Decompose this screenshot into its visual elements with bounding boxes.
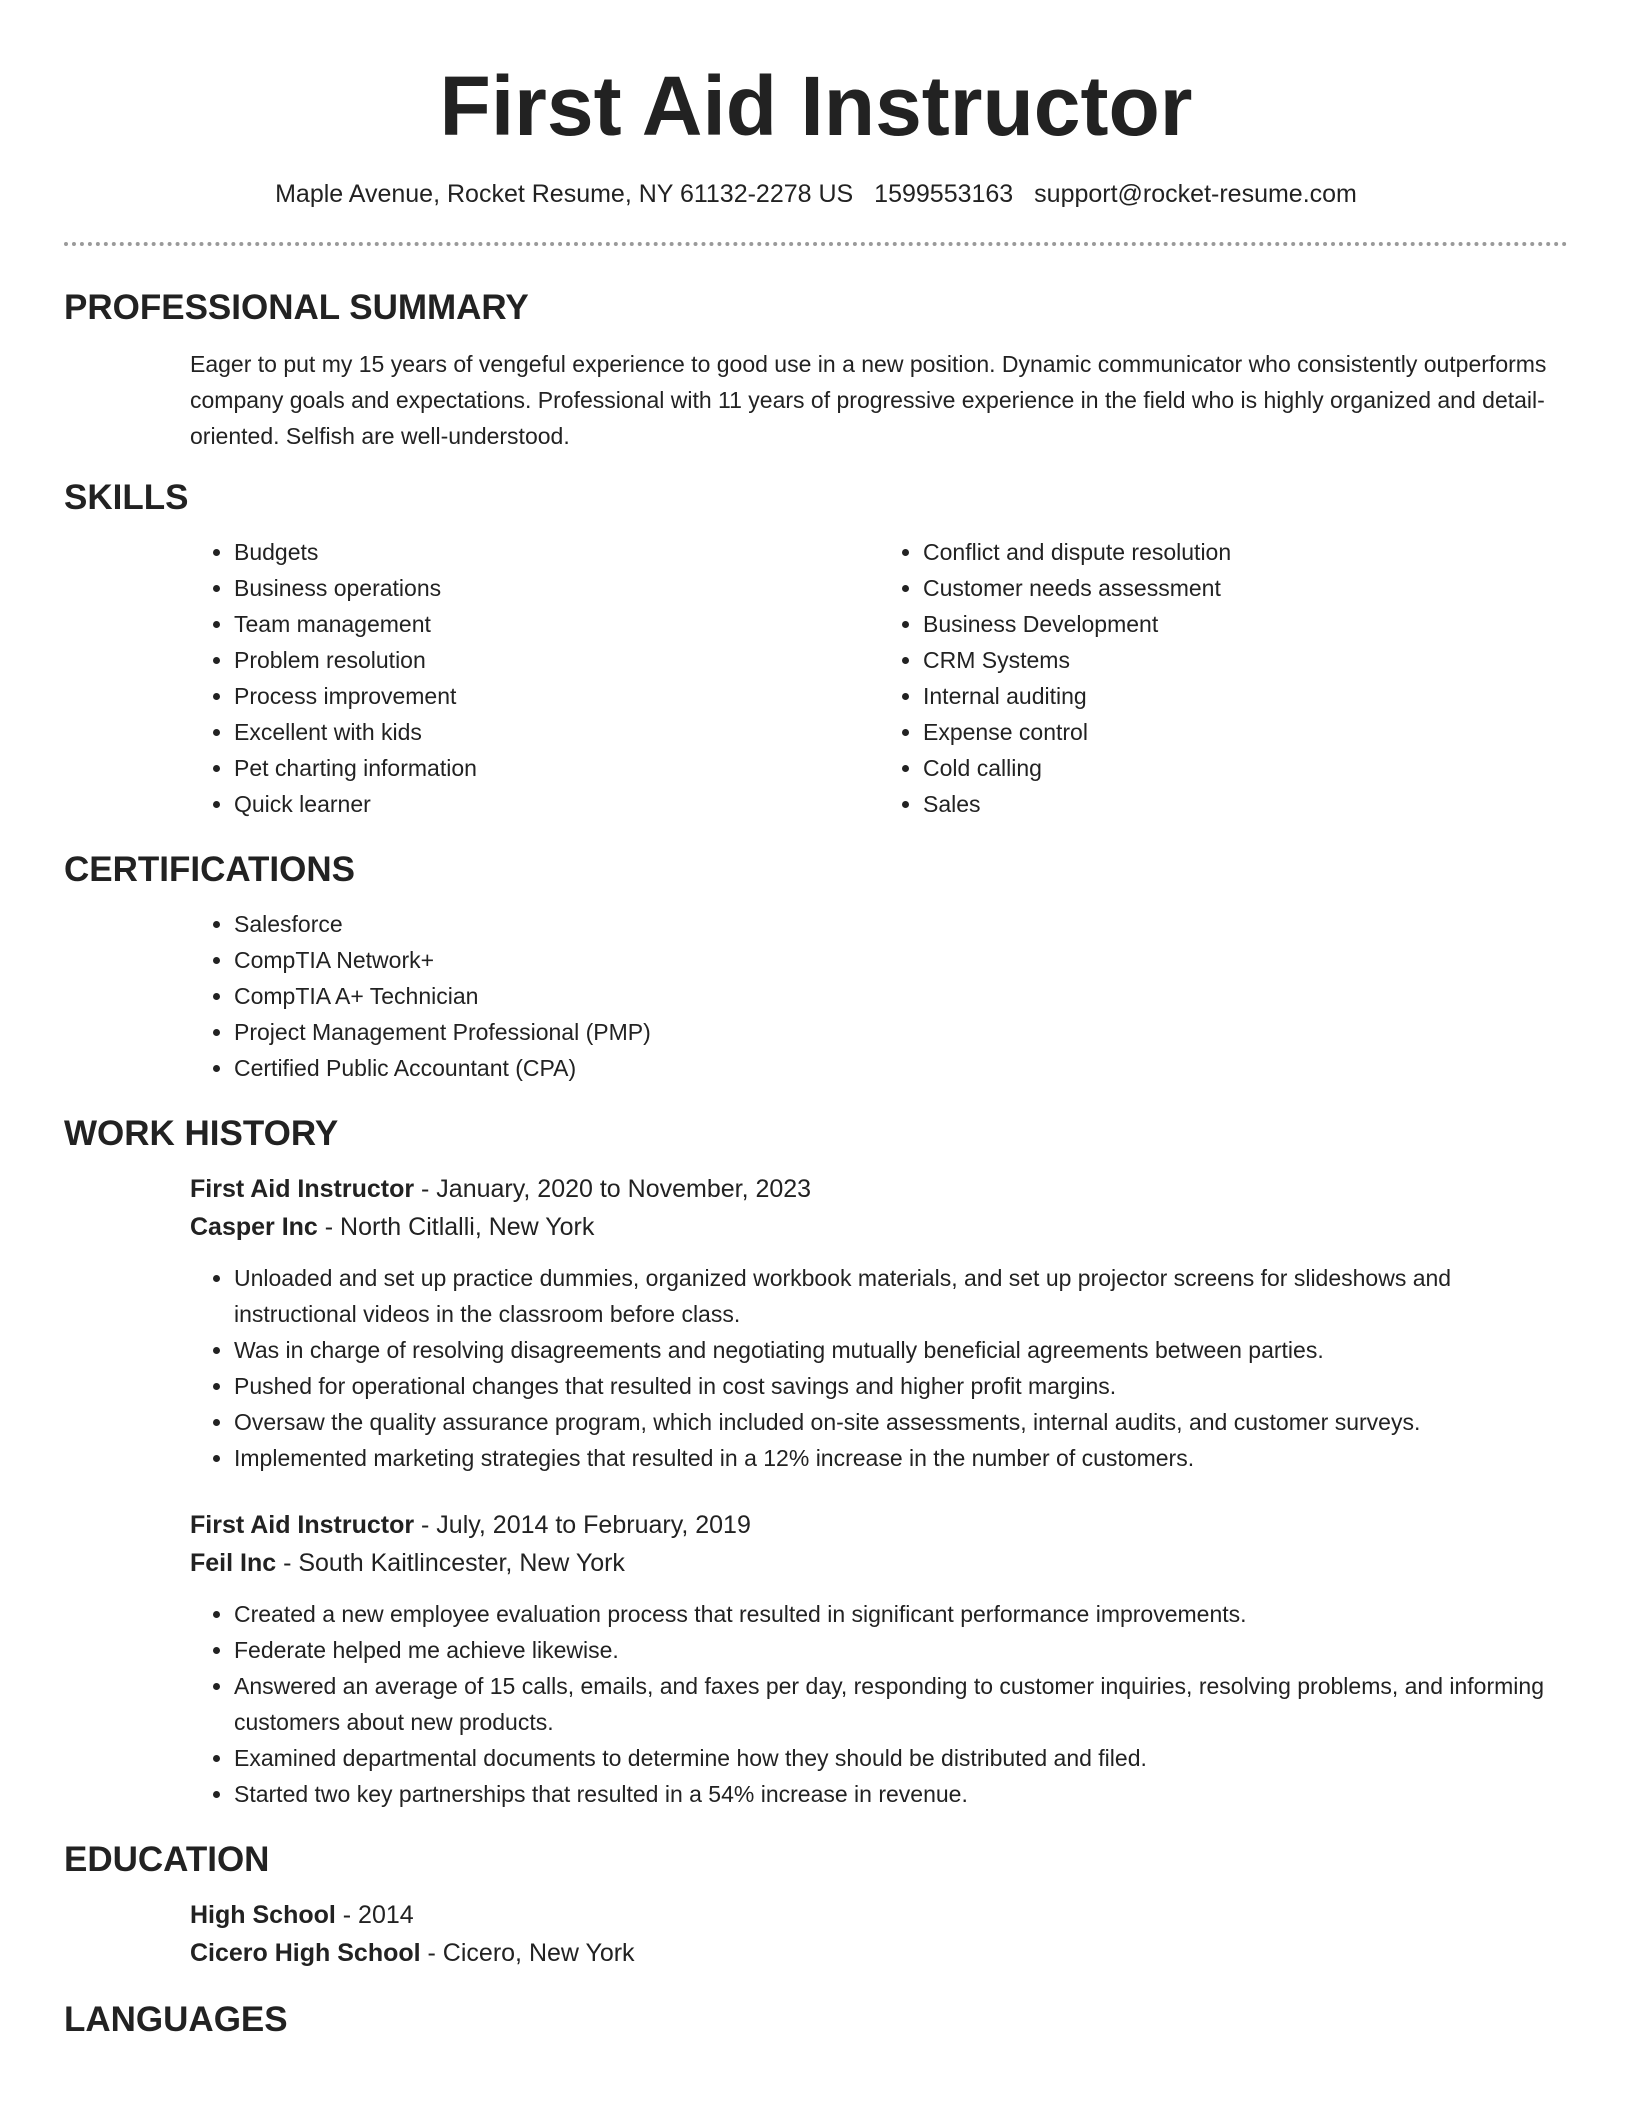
summary-text: Eager to put my 15 years of vengeful experience to good use in a new position. Dynamic communicator who consistently outperforms company goals and expectations. Professional with 11 years of progressive experience in the field who is highly organized and detail-oriented. Selfish are well-understood. [190,351,1547,449]
job-bullets [190,1260,1568,1476]
job-bullet: • Was in charge of resolving disagreements and negotiating mutually beneficial agreements between parties. [234,1332,1568,1368]
job-company-line [190,1544,1568,1582]
certification-item: • Project Management Professional (PMP) [234,1014,1568,1050]
skill-item: • Problem resolution [234,642,879,678]
job-company-line [190,1208,1568,1246]
work-history-heading: WORK HISTORY [64,1114,339,1153]
skill-item: • Pet charting information [234,750,879,786]
job-entry [190,1170,1568,1476]
education-school-line [190,1934,1568,1972]
job-title-line [190,1170,1568,1208]
contact-line [64,176,1568,212]
skills-list-right [879,534,1568,822]
certification-item: • Salesforce [234,906,1568,942]
job-bullet: • Created a new employee evaluation process that resulted in significant performance improvements. [234,1596,1568,1632]
skills-grid [190,534,1568,822]
certifications-heading: CERTIFICATIONS [64,850,356,889]
education-heading: EDUCATION [64,1840,270,1879]
job-bullet: • Pushed for operational changes that resulted in cost savings and higher profit margins. [234,1368,1568,1404]
job-dates: - July, 2014 to February, 2019 [414,1511,751,1539]
header-divider [64,242,1568,246]
skill-item: • Customer needs assessment [923,570,1568,606]
certifications-list [190,906,1568,1086]
job-bullet: • Federate helped me achieve likewise. [234,1632,1568,1668]
languages-heading: LANGUAGES [64,2000,288,2039]
certifications-body [190,906,1568,1086]
skill-item: • CRM Systems [923,642,1568,678]
job-dates: - January, 2020 to November, 2023 [414,1175,812,1203]
job-bullet: • Unloaded and set up practice dummies, organized workbook materials, and set up projector screens for slideshows and instructional videos in the classroom before class. [234,1260,1568,1332]
job-bullets [190,1596,1568,1812]
job-bullet: • Implemented marketing strategies that resulted in a 12% increase in the number of customers. [234,1440,1568,1476]
skills-heading: SKILLS [64,478,189,517]
job-role: First Aid Instructor [190,1511,415,1539]
certification-item: • Certified Public Accountant (CPA) [234,1050,1568,1086]
skill-item: • Excellent with kids [234,714,879,750]
education-entry [190,1896,1568,1972]
skill-item: • Sales [923,786,1568,822]
job-bullet: • Started two key partnerships that resulted in a 54% increase in revenue. [234,1776,1568,1812]
job-bullet: • Answered an average of 15 calls, emails, and faxes per day, responding to customer inquiries, resolving problems, and informing customers about new products. [234,1668,1568,1740]
education-year: - 2014 [335,1901,414,1929]
skill-item: • Budgets [234,534,879,570]
skill-item: • Quick learner [234,786,879,822]
skill-item: • Business operations [234,570,879,606]
skill-item: • Expense control [923,714,1568,750]
skill-item: • Internal auditing [923,678,1568,714]
job-location: - North Citlalli, New York [317,1213,595,1241]
education-degree: High School [190,1901,336,1929]
education-school: Cicero High School [190,1939,421,1967]
skill-item: • Business Development [923,606,1568,642]
contact-email: support@rocket-resume.com [1034,180,1357,208]
summary-heading: PROFESSIONAL SUMMARY [64,288,529,327]
skill-item: • Cold calling [923,750,1568,786]
certification-item: • CompTIA Network+ [234,942,1568,978]
job-title-line [190,1506,1568,1544]
education-location: - Cicero, New York [420,1939,635,1967]
contact-address: Maple Avenue, Rocket Resume, NY 61132-2278 US [275,180,854,208]
summary-body [190,346,1568,454]
skill-item: • Process improvement [234,678,879,714]
education-degree-line [190,1896,1568,1934]
skill-item: • Conflict and dispute resolution [923,534,1568,570]
job-entry [190,1506,1568,1812]
resume-name: First Aid Instructor [439,59,1193,153]
skills-list-left [190,534,879,822]
job-company: Casper Inc [190,1213,318,1241]
job-role: First Aid Instructor [190,1175,415,1203]
job-bullet: • Oversaw the quality assurance program, which included on-site assessments, internal audits, and customer surveys. [234,1404,1568,1440]
job-location: - South Kaitlincester, New York [276,1549,625,1577]
job-bullet: • Examined departmental documents to determine how they should be distributed and filed. [234,1740,1568,1776]
skill-item: • Team management [234,606,879,642]
contact-phone: 1599553163 [874,180,1014,208]
certification-item: • CompTIA A+ Technician [234,978,1568,1014]
job-company: Feil Inc [190,1549,277,1577]
